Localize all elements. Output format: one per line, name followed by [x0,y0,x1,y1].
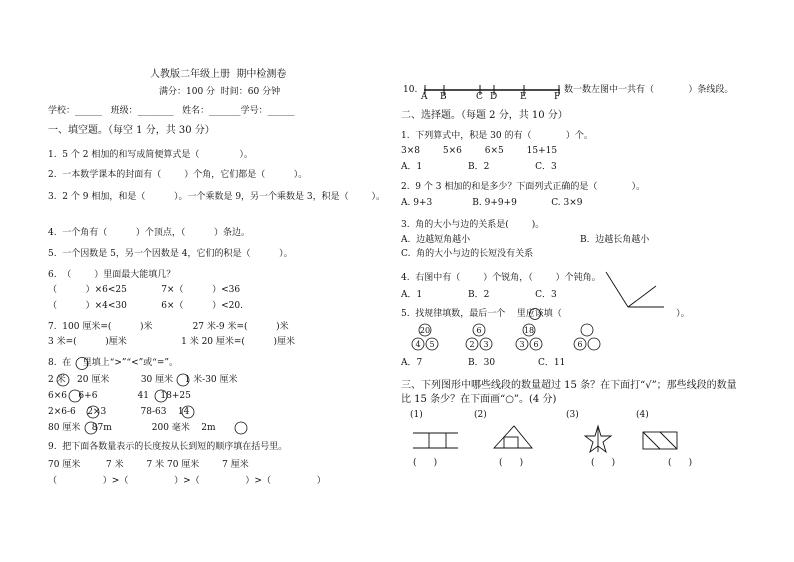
pattern-number: 5 [429,340,435,349]
question-1-6: 6. （ ）里面最大能填几？ [48,270,176,280]
pattern-number: 6 [577,340,583,349]
answer-blank-1: ( ) [413,458,438,468]
figure-label-2: (2) [474,410,487,420]
answer-blank-4: ( ) [668,458,693,468]
question-2-3: 3. 角的大小与边的关系是( )。 [401,220,545,230]
question-2-1: 1. 下列算式中，积是 30 的有（ ）个。 [401,131,593,141]
question-1-7: 7. 100 厘米=( )米 27 米-9 米=( )米 [48,322,289,332]
figure-3 [585,426,611,452]
question-1-5: 5. 一个因数是 5，另一个因数是 4，它们的积是（ ）。 [48,249,293,259]
question-2-1-answers: A．1 B．2 C．3 [401,162,557,172]
question-2-5: 5. 找规律填数，最后一个 里应该填（ ）。 [401,309,690,319]
question-10-text: 数一数左图中一共有（ ）条线段。 [564,85,734,95]
point-label-e: E [520,92,527,102]
point-label-f: F [554,92,561,102]
section-3-heading-line2: 比 15 条少？在下面画“○”。(4 分) [401,394,557,405]
figure-label-3: (3) [566,410,579,420]
section-2-heading: 二、选择题。（每题 2 分，共 10 分） [401,110,568,121]
question-2-3-option-b: B. 边越长角越小 [580,235,650,245]
question-2-2-answers: A. 9+3 B. 9+9+9 C. 3×9 [401,198,583,208]
page-title: 人教版二年级上册 期中检测卷 [150,69,287,80]
question-1-8a: 2 米 20 厘米 30 厘米 1 米-30 厘米 [48,375,238,385]
pattern-circles [410,323,610,363]
figure-2 [494,426,532,448]
question-1-7b: 3 米=( )厘米 1 米 20 厘米=( )厘米 [48,337,296,347]
pattern-number: 6 [476,326,482,335]
point-label-a: A [421,92,428,102]
point-label-c: C [476,92,483,102]
question-2-3-option-c: C. 角的大小与边的长短没有关系 [401,249,534,259]
pattern-number: 20 [419,326,431,335]
question-2-5-answers: A．7 B．30 C．11 [401,358,566,368]
question-1-8: 8. 在 里填上“>”“<”或“=”。 [48,358,178,368]
answer-blank-3: ( ) [591,458,616,468]
question-1-8b: 6×6 6+6 41 18+25 [48,391,191,401]
question-2-4-answers: A．1 B．2 C．3 [401,290,557,300]
question-1-6b: （ ）×4<30 6×（ ）<20. [48,301,243,311]
pattern-number: 4 [415,340,421,349]
question-1-9: 9. 把下面各数量表示的长度按从长到短的顺序填在括号里。 [48,442,288,452]
question-2-2: 2. 9 个 3 相加的和是多少？下面列式正确的是（ ）。 [401,182,646,192]
student-info-fields: 学校：______ 班级：________ 姓名：_______学号：______ [48,106,295,116]
question-1-1: 1. 5 个 2 相加的和写成简便算式是（ ）。 [48,150,253,160]
pattern-number: 18 [523,326,535,335]
figure-label-4: (4) [636,410,649,420]
question-1-6a: （ ）×6<25 7×（ ）<36 [48,285,241,295]
section-1-heading: 一、填空题。（每空 1 分，共 30 分） [48,125,215,136]
point-label-d: D [490,92,498,102]
angle-figure [606,272,666,312]
exam-meta: 满分：100 分 时间：60 分钟 [159,87,281,97]
question-1-8c: 2×6-6 2×3 78-63 14 [48,407,190,417]
question-2-4: 4. 右图中有（ ）个锐角，（ ）个钝角。 [401,273,601,283]
pattern-number: 3 [519,340,525,349]
question-1-4: 4. 一个角有（ ）个顶点，（ ）条边。 [48,228,251,238]
compare-circle [235,422,247,434]
figure-1 [413,433,458,448]
question-10-number: 10. [403,85,418,95]
answer-blank-2: ( ) [499,458,524,468]
point-label-b: B [440,92,447,102]
blank-circle-icon [529,308,541,320]
pattern-number: 6 [533,340,539,349]
question-2-3-option-a: A. 边越短角越小 [401,235,471,245]
question-1-8d: 80 厘米 87m 200 毫米 2m [48,423,216,433]
pattern-number: 2 [469,340,475,349]
section-3-heading: 三、下列图形中哪些线段的数量超过 15 条？在下面打“√”；那些线段的数量 [401,380,737,391]
figure-label-1: (1) [410,410,423,420]
question-1-3: 3. 2 个 9 相加，和是（ ）。一个乘数是 9，另一个乘数是 3，积是（ ）。 [48,192,386,202]
question-1-2: 2. 一本数学课本的封面有（ ）个角，它们都是（ ）。 [48,170,308,180]
question-1-9a: 70 厘米 7 米 7 米 70 厘米 7 厘米 [48,460,249,470]
question-1-9b: （ ）>（ ）>（ ）>（ ） [48,476,326,486]
pattern-number: 3 [483,340,489,349]
figure-4 [643,432,677,449]
question-2-1-options: 3×8 5×6 6×5 15+15 [401,146,558,156]
